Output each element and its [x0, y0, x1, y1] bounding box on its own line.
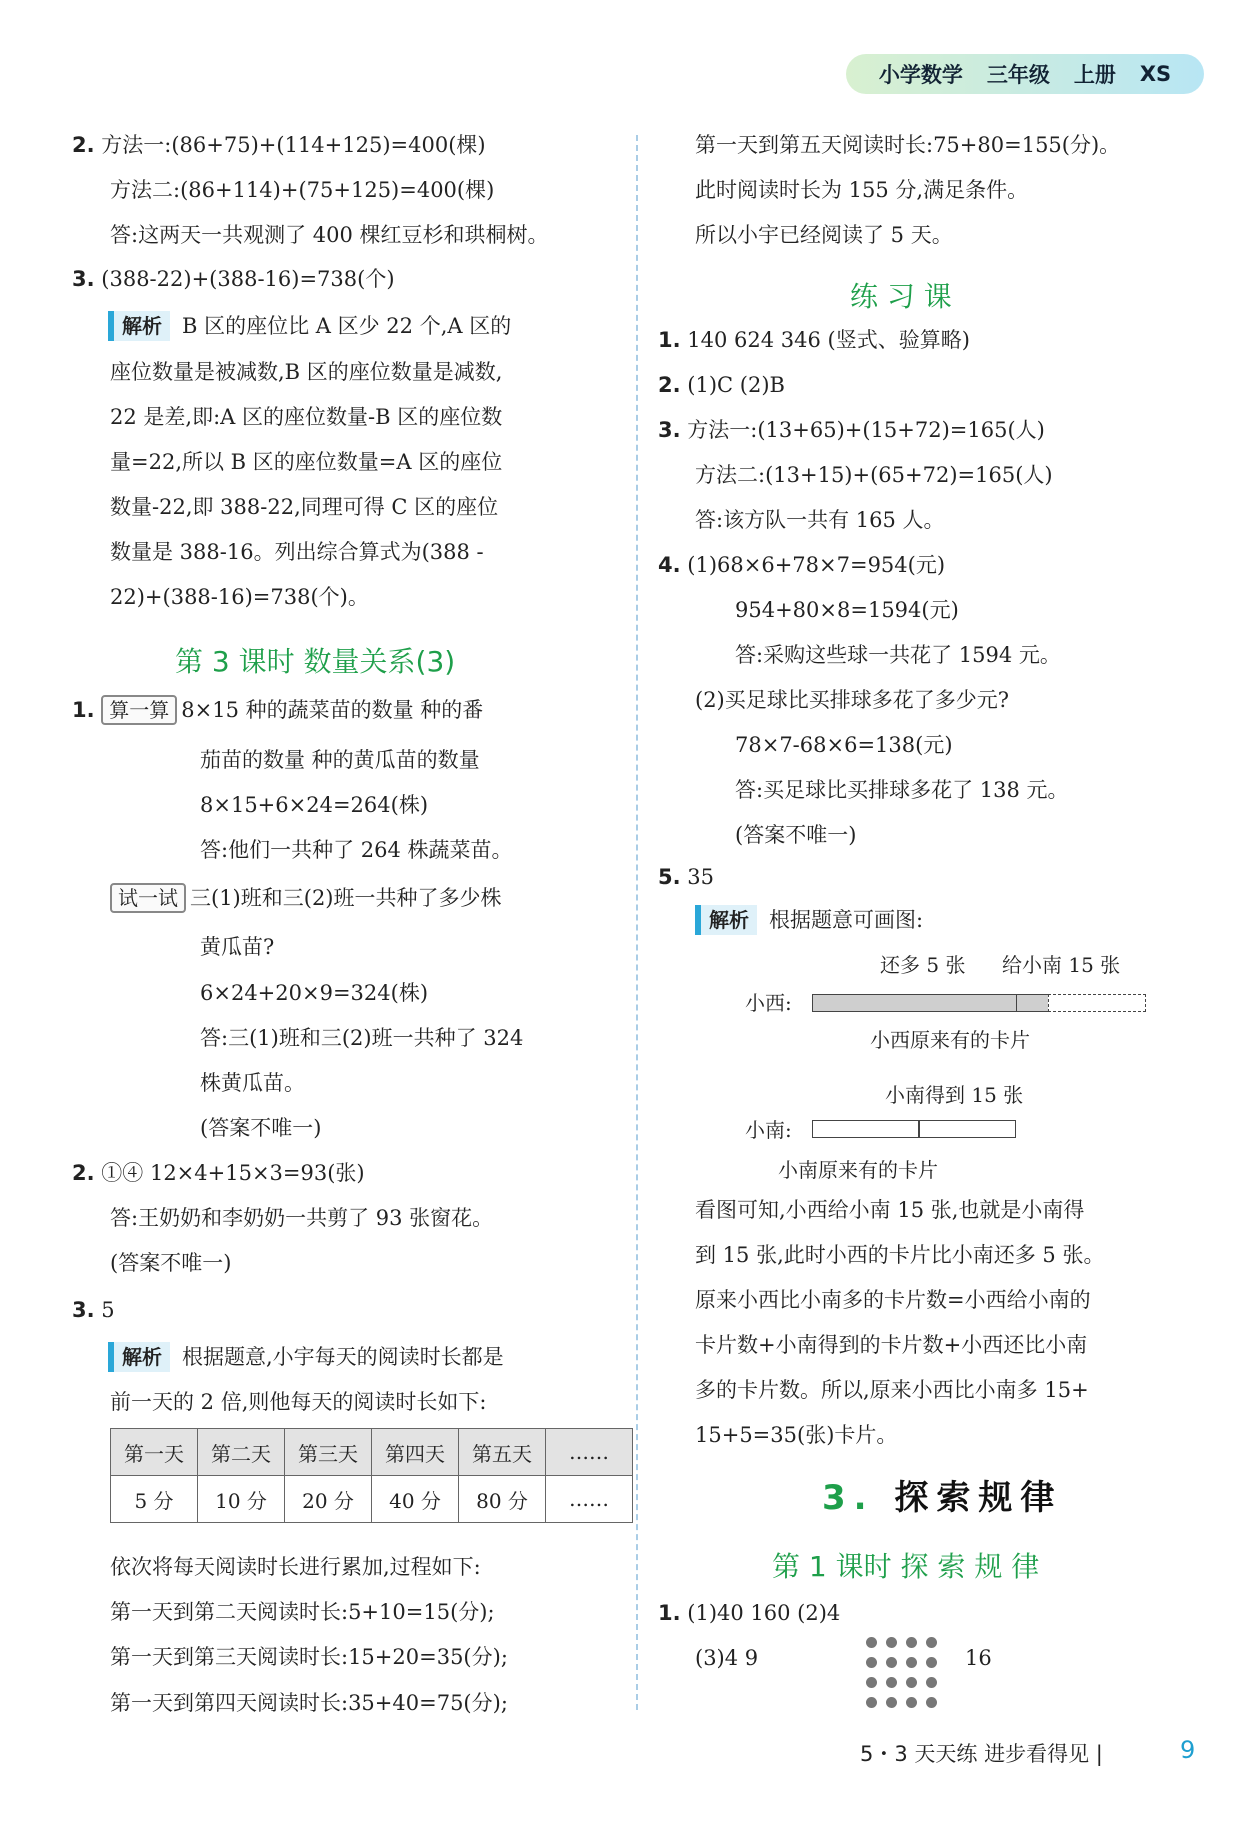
r-line1: 第一天到第五天阅读时长:75+80=155(分)。 [695, 133, 1121, 157]
p4-line6: 答:买足球比买排球多花了 138 元。 [735, 778, 1069, 802]
xi-bar-more [1016, 994, 1050, 1012]
s1-line6: 黄瓜苗? [200, 935, 275, 959]
header-edition: XS [1139, 62, 1172, 86]
s2-line2: 答:王奶奶和李奶奶一共剪了 93 张窗花。 [110, 1206, 494, 1230]
s3-expl4: 第一天到第二天阅读时长:5+10=15(分); [110, 1600, 495, 1624]
q3-expl6: 数量是 388-16。列出综合算式为(388 - [110, 540, 484, 564]
q3-line1: 3. (388-22)+(388-16)=738(个) [72, 267, 395, 291]
p5-expl5: 卡片数+小南得到的卡片数+小西还比小南 [695, 1333, 1088, 1357]
e1-line1: 1. (1)40 160 (2)4 [658, 1601, 841, 1625]
p4-line3: 答:采购这些球一共花了 1594 元。 [735, 643, 1061, 667]
jiexi-tag: 解析 [108, 1342, 170, 1372]
diag-nan-label: 小南: [745, 1118, 792, 1142]
r-line3: 所以小宇已经阅读了 5 天。 [695, 223, 953, 247]
table-cell: 10 分 [198, 1476, 285, 1523]
s1-line9: 株黄瓜苗。 [200, 1071, 305, 1095]
e1-line2a: (3)4 9 [695, 1646, 759, 1670]
table-header-cell: 第三天 [285, 1429, 372, 1476]
s3-line1: 3. 5 [72, 1298, 115, 1322]
p5-line1: 5. 35 [658, 865, 715, 889]
table-cell: …… [546, 1476, 633, 1523]
p5-expl3: 到 15 张,此时小西的卡片比小南还多 5 张。 [695, 1243, 1105, 1267]
table-header-row [111, 1429, 633, 1476]
practice-title: 练 习 课 [850, 280, 952, 313]
suan-tag: 算一算 [101, 695, 177, 725]
q2-line2: 方法二:(86+114)+(75+125)=400(棵) [110, 178, 495, 202]
p4-line1: 4. (1)68×6+78×7=954(元) [658, 553, 946, 577]
r-line2: 此时阅读时长为 155 分,满足条件。 [695, 178, 1029, 202]
s1-line5: 试一试 三(1)班和三(2)班一共种了多少株 [110, 883, 502, 913]
diag-xi-label: 小西: [745, 991, 792, 1015]
s1-line4: 答:他们一共种了 264 株蔬菜苗。 [200, 838, 513, 862]
q3-expl4: 量=22,所以 B 区的座位数量=A 区的座位 [110, 450, 503, 474]
s3-expl1: 解析 根据题意,小宇每天的阅读时长都是 [108, 1342, 504, 1372]
diag-give-label: 给小南 15 张 [1002, 953, 1121, 977]
p5-expl7: 15+5=35(张)卡片。 [695, 1423, 898, 1447]
table-header-cell: 第二天 [198, 1429, 285, 1476]
s1-line7: 6×24+20×9=324(株) [200, 981, 429, 1005]
diag-xi-orig-label: 小西原来有的卡片 [870, 1028, 1030, 1052]
header-subject: 小学数学 [878, 63, 963, 87]
table-header-cell: 第一天 [111, 1429, 198, 1476]
shi-tag: 试一试 [110, 883, 186, 913]
diag-more-label: 还多 5 张 [880, 953, 966, 977]
xi-bar-given [1048, 994, 1146, 1012]
table-row [111, 1476, 633, 1523]
nan-bar-original [812, 1120, 920, 1138]
table-cell: 40 分 [372, 1476, 459, 1523]
p5-expl1: 解析 根据题意可画图: [695, 905, 923, 935]
p4-line7: (答案不唯一) [735, 823, 857, 847]
header-grade: 三年级 [986, 63, 1050, 87]
xi-bar-original [812, 994, 1018, 1012]
p5-expl6: 多的卡片数。所以,原来小西比小南多 15+ [695, 1378, 1089, 1402]
unit-title: 3. 探索规律 [822, 1478, 1063, 1518]
s1-line2: 茄苗的数量 种的黄瓜苗的数量 [200, 748, 480, 772]
q3-expl5: 数量-22,即 388-22,同理可得 C 区的座位 [110, 495, 499, 519]
s3-expl2: 前一天的 2 倍,则他每天的阅读时长如下: [110, 1390, 487, 1414]
table-header-cell: …… [546, 1429, 633, 1476]
p4-line2: 954+80×8=1594(元) [735, 598, 959, 622]
s2-line3: (答案不唯一) [110, 1251, 232, 1275]
s1-line1: 1. 算一算 8×15 种的蔬菜苗的数量 种的番 [72, 695, 483, 725]
p2-line: 2. (1)C (2)B [658, 373, 785, 397]
p3-line2: 方法二:(13+15)+(65+72)=165(人) [695, 463, 1053, 487]
header-volume: 上册 [1073, 63, 1116, 87]
jiexi-tag: 解析 [108, 311, 170, 341]
q2-line1: 2. 方法一:(86+75)+(114+125)=400(棵) [72, 133, 486, 157]
p5-expl4: 原来小西比小南多的卡片数=小西给小南的 [695, 1288, 1091, 1312]
lesson3-title: 第 3 课时 数量关系(3) [175, 645, 456, 678]
s1-line10: (答案不唯一) [200, 1116, 322, 1140]
q3-expl2: 座位数量是被减数,B 区的座位数量是减数, [110, 360, 503, 384]
nan-bar-received [918, 1120, 1016, 1138]
q3-expl3: 22 是差,即:A 区的座位数量-B 区的座位数 [110, 405, 503, 429]
q2-line3: 答:这两天一共观测了 400 棵红豆杉和珙桐树。 [110, 223, 549, 247]
p4-line5: 78×7-68×6=138(元) [735, 733, 953, 757]
table-cell: 20 分 [285, 1476, 372, 1523]
footer-slogan: 5・3 天天练 进步看得见 | [860, 1742, 1103, 1766]
p3-line3: 答:该方队一共有 165 人。 [695, 508, 945, 532]
reading-time-table [110, 1428, 633, 1523]
table-cell: 80 分 [459, 1476, 546, 1523]
s3-expl5: 第一天到第三天阅读时长:15+20=35(分); [110, 1645, 508, 1669]
table-cell: 5 分 [111, 1476, 198, 1523]
s1-line8: 答:三(1)班和三(2)班一共种了 324 [200, 1026, 524, 1050]
page-number: 9 [1180, 1736, 1196, 1764]
p4-line4: (2)买足球比买排球多花了多少元? [695, 688, 1010, 712]
p5-expl2: 看图可知,小西给小南 15 张,也就是小南得 [695, 1198, 1085, 1222]
jiexi-tag: 解析 [695, 905, 757, 935]
s3-expl6: 第一天到第四天阅读时长:35+40=75(分); [110, 1691, 508, 1715]
lesson1-title: 第 1 课时 探 索 规 律 [772, 1550, 1040, 1583]
s2-line1: 2. ①④ 12×4+15×3=93(张) [72, 1161, 365, 1185]
table-header-cell: 第五天 [459, 1429, 546, 1476]
q3-expl7: 22)+(388-16)=738(个)。 [110, 585, 369, 609]
e1-line2b: 16 [965, 1646, 992, 1670]
diag-nan-orig-label: 小南原来有的卡片 [778, 1158, 938, 1182]
q3-expl1: 解析 B 区的座位比 A 区少 22 个,A 区的 [108, 311, 511, 341]
s3-expl3: 依次将每天阅读时长进行累加,过程如下: [110, 1555, 481, 1579]
p3-line1: 3. 方法一:(13+65)+(15+72)=165(人) [658, 418, 1045, 442]
table-header-cell: 第四天 [372, 1429, 459, 1476]
header-banner [846, 54, 1204, 94]
column-divider [636, 135, 638, 1710]
diag-get-label: 小南得到 15 张 [885, 1083, 1024, 1107]
s1-line3: 8×15+6×24=264(株) [200, 793, 429, 817]
p1-line: 1. 140 624 346 (竖式、验算略) [658, 328, 970, 352]
